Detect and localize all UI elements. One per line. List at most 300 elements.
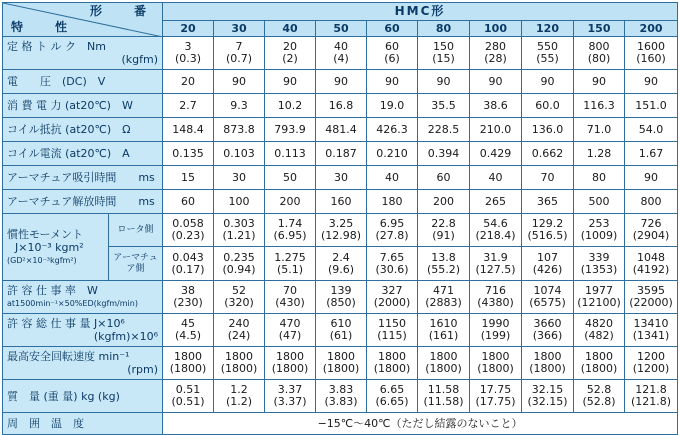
- value-top: 253: [588, 217, 610, 230]
- value-cell: 180: [367, 190, 418, 214]
- value-top: 7.65: [379, 250, 405, 264]
- spec-row: [3, 166, 678, 190]
- value-top: 1800: [481, 350, 510, 363]
- value-top: 6.65: [379, 383, 405, 396]
- value-cell: 151.0: [625, 94, 678, 118]
- spec-row: [3, 281, 678, 314]
- value-cell: [367, 247, 418, 281]
- header-corner: [3, 3, 163, 37]
- value-bottom: (11.58): [423, 395, 464, 408]
- value-cell: [316, 247, 367, 281]
- value-bottom: (161): [428, 329, 459, 342]
- row-label: [3, 70, 163, 94]
- value-top: 4820: [585, 317, 613, 330]
- value-cell: 265: [470, 190, 522, 214]
- value-bottom: (0.17): [171, 262, 205, 276]
- value-cell: [214, 37, 265, 70]
- value-top: 726: [640, 217, 662, 230]
- value-bottom: (482): [584, 329, 614, 342]
- value-bottom: (1353): [580, 262, 618, 276]
- value-cell: [214, 380, 265, 413]
- value-top: 31.9: [483, 250, 508, 264]
- value-top: 0.235: [223, 250, 255, 264]
- value-top: 52: [232, 284, 246, 297]
- model-header-150: 150: [574, 20, 625, 37]
- value-bottom: (3.37): [273, 395, 307, 408]
- spec-row: [3, 190, 678, 214]
- rotor-side-label: ロータ側: [109, 214, 163, 247]
- value-cell: 38.6: [470, 94, 522, 118]
- value-bottom: (115): [377, 329, 407, 342]
- value-top: 3.37: [277, 383, 303, 396]
- value-bottom: (1800): [322, 362, 360, 375]
- value-cell: [163, 247, 214, 281]
- value-bottom: (1.2): [225, 395, 253, 408]
- value-cell: [625, 281, 678, 314]
- value-cell: 15: [163, 166, 214, 190]
- value-cell: [265, 380, 316, 413]
- row-label: [3, 166, 163, 190]
- value-bottom: (1800): [425, 362, 462, 375]
- value-top: 13.8: [431, 250, 456, 264]
- value-cell: 0.187: [316, 142, 367, 166]
- value-cell: [574, 347, 625, 380]
- value-cell: [418, 314, 470, 347]
- value-cell: [625, 347, 678, 380]
- value-cell: 60: [163, 190, 214, 214]
- value-cell: [625, 214, 678, 247]
- value-bottom: (12.98): [320, 229, 362, 242]
- value-top: 1600: [637, 40, 666, 53]
- spec-row: [3, 142, 678, 166]
- value-bottom: (15): [432, 52, 455, 65]
- value-cell: [574, 214, 625, 247]
- spec-row: [3, 347, 678, 380]
- value-cell: 90: [316, 70, 367, 94]
- value-cell: 40: [367, 166, 418, 190]
- row-label-sub: at1500min⁻¹×50%ED(kgfm/min): [7, 299, 138, 308]
- row-label-sub: (rpm): [127, 363, 158, 376]
- value-cell: [522, 380, 574, 413]
- row-label: [3, 281, 163, 314]
- ambient-label: 周 囲 温 度: [3, 413, 163, 435]
- value-top: 38: [181, 284, 195, 297]
- value-cell: [316, 37, 367, 70]
- value-bottom: (28): [484, 52, 507, 65]
- value-cell: [574, 314, 625, 347]
- value-bottom: (1800): [477, 362, 514, 375]
- row-label: [3, 190, 163, 214]
- value-cell: [522, 214, 574, 247]
- value-bottom: (12100): [577, 296, 621, 309]
- model-header-80: 80: [418, 20, 470, 37]
- value-top: 1200: [637, 350, 666, 363]
- value-cell: 90: [265, 70, 316, 94]
- value-bottom: (366): [532, 329, 563, 342]
- value-bottom: (850): [326, 296, 356, 309]
- value-bottom: (516.5): [527, 229, 568, 242]
- value-top: 13410: [633, 317, 669, 330]
- value-cell: [470, 380, 522, 413]
- value-cell: 0.210: [367, 142, 418, 166]
- model-header-40: 40: [265, 20, 316, 37]
- row-label-main: アーマチュア解放時間 ms: [7, 195, 155, 208]
- row-label-sub: (kgfm): [121, 53, 158, 66]
- value-top: 52.8: [586, 383, 612, 396]
- value-cell: [163, 380, 214, 413]
- value-top: 0.058: [172, 217, 204, 230]
- value-top: 107: [537, 250, 558, 264]
- inertia-row-rotor: [3, 214, 678, 247]
- value-top: 1800: [174, 350, 202, 363]
- value-cell: 50: [265, 166, 316, 190]
- value-top: 1990: [481, 317, 510, 330]
- row-label-main: 許 容 仕 事 率 W: [7, 284, 98, 297]
- value-top: 3.83: [328, 383, 354, 396]
- value-top: 1977: [585, 284, 613, 297]
- value-top: 3660: [533, 317, 562, 330]
- value-top: 1800: [225, 350, 253, 363]
- value-bottom: (2000): [373, 296, 411, 309]
- value-cell: [316, 214, 367, 247]
- inertia-label: [3, 214, 109, 281]
- value-bottom: (230): [173, 296, 203, 309]
- value-cell: [367, 314, 418, 347]
- value-cell: [470, 214, 522, 247]
- value-cell: [522, 37, 574, 70]
- value-cell: 116.3: [574, 94, 625, 118]
- value-cell: 800: [625, 190, 678, 214]
- value-cell: 2.7: [163, 94, 214, 118]
- value-cell: 160: [316, 190, 367, 214]
- row-label: [3, 380, 163, 413]
- value-top: 550: [537, 40, 558, 53]
- value-cell: 90: [574, 70, 625, 94]
- value-cell: 0.394: [418, 142, 470, 166]
- value-bottom: (52.8): [582, 395, 616, 408]
- ambient-row: [3, 413, 678, 435]
- value-cell: [316, 281, 367, 314]
- value-bottom: (4): [333, 52, 349, 65]
- value-bottom: (2): [282, 52, 298, 65]
- value-bottom: (61): [329, 329, 353, 342]
- inertia-label-1: 慣性モーメント: [7, 227, 84, 241]
- value-bottom: (91): [432, 229, 455, 242]
- row-label: [3, 142, 163, 166]
- value-cell: [625, 37, 678, 70]
- value-bottom: (4192): [632, 262, 670, 276]
- spec-row: [3, 380, 678, 413]
- value-cell: [470, 247, 522, 281]
- value-top: 716: [485, 284, 506, 297]
- model-header-100: 100: [470, 20, 522, 37]
- characteristic-label: 特 性: [11, 20, 78, 34]
- value-top: 1074: [533, 284, 562, 297]
- value-cell: [265, 214, 316, 247]
- value-cell: [316, 314, 367, 347]
- value-cell: [418, 37, 470, 70]
- value-top: 280: [485, 40, 506, 53]
- value-top: 22.8: [431, 217, 456, 230]
- value-cell: 136.0: [522, 118, 574, 142]
- value-cell: 793.9: [265, 118, 316, 142]
- spec-row: [3, 94, 678, 118]
- inertia-label-3: (GD²×10⁻³kgfm²): [7, 255, 77, 265]
- value-cell: [418, 347, 470, 380]
- value-cell: 90: [522, 70, 574, 94]
- value-cell: [265, 281, 316, 314]
- value-top: 0.043: [172, 250, 204, 264]
- value-cell: [522, 247, 574, 281]
- row-label-main: コイル電流 (at20℃) A: [7, 147, 130, 160]
- value-cell: [367, 347, 418, 380]
- value-cell: [214, 314, 265, 347]
- value-bottom: (55): [536, 52, 559, 65]
- value-bottom: (1800): [580, 362, 618, 375]
- value-cell: [470, 314, 522, 347]
- row-label-main: 電 圧 (DC) V: [7, 75, 106, 88]
- value-cell: 90: [418, 70, 470, 94]
- row-label: [3, 314, 163, 347]
- value-top: 1800: [327, 350, 355, 363]
- value-cell: [163, 37, 214, 70]
- value-cell: [522, 314, 574, 347]
- value-top: 1.275: [274, 250, 306, 264]
- value-bottom: (4.5): [174, 329, 202, 342]
- value-bottom: (6): [384, 52, 400, 65]
- row-label: [3, 118, 163, 142]
- value-top: 1.74: [277, 217, 303, 230]
- value-top: 17.75: [479, 383, 512, 396]
- value-top: 327: [381, 284, 403, 297]
- value-cell: 210.0: [470, 118, 522, 142]
- value-bottom: (1800): [529, 362, 566, 375]
- value-cell: [574, 37, 625, 70]
- value-cell: 80: [574, 166, 625, 190]
- value-cell: 90: [625, 70, 678, 94]
- value-bottom: (1341): [632, 329, 670, 342]
- value-cell: [418, 281, 470, 314]
- value-top: 240: [228, 317, 250, 330]
- value-cell: [214, 281, 265, 314]
- value-cell: 1.28: [574, 142, 625, 166]
- value-cell: 54.0: [625, 118, 678, 142]
- value-top: 1.2: [230, 383, 248, 396]
- value-top: 471: [433, 284, 454, 297]
- value-cell: [574, 247, 625, 281]
- value-cell: [418, 380, 470, 413]
- value-cell: [625, 380, 678, 413]
- value-bottom: (1.21): [222, 229, 256, 242]
- value-cell: [265, 314, 316, 347]
- row-label-sub: (kgfm)×10⁶: [93, 330, 158, 343]
- value-bottom: (430): [275, 296, 305, 309]
- model-label: 形 番: [89, 4, 156, 18]
- model-header-120: 120: [522, 20, 574, 37]
- value-cell: [522, 281, 574, 314]
- value-cell: [470, 347, 522, 380]
- value-top: 2.4: [332, 250, 350, 264]
- value-cell: [367, 380, 418, 413]
- value-cell: 60: [418, 166, 470, 190]
- value-top: 121.8: [635, 383, 667, 396]
- value-cell: 30: [316, 166, 367, 190]
- spec-row: [3, 70, 678, 94]
- value-cell: [522, 347, 574, 380]
- value-bottom: (6.65): [375, 395, 409, 408]
- value-cell: 40: [470, 166, 522, 190]
- value-top: 1800: [533, 350, 562, 363]
- value-cell: [625, 247, 678, 281]
- value-cell: 500: [574, 190, 625, 214]
- value-bottom: (24): [227, 329, 251, 342]
- value-cell: 228.5: [418, 118, 470, 142]
- armature-side-label: アーマチュア側: [109, 247, 163, 281]
- value-bottom: (55.2): [426, 262, 461, 276]
- value-cell: [470, 281, 522, 314]
- model-header-50: 50: [316, 20, 367, 37]
- value-bottom: (0.51): [171, 395, 205, 408]
- spec-table: [2, 2, 678, 435]
- value-cell: [418, 247, 470, 281]
- value-cell: [163, 214, 214, 247]
- value-cell: 90: [367, 70, 418, 94]
- value-cell: [214, 214, 265, 247]
- value-top: 1800: [585, 350, 613, 363]
- model-header-20: 20: [163, 20, 214, 37]
- value-bottom: (6575): [529, 296, 566, 309]
- value-top: 150: [433, 40, 454, 53]
- value-cell: 20: [163, 70, 214, 94]
- value-top: 1800: [276, 350, 304, 363]
- value-cell: 1.67: [625, 142, 678, 166]
- row-label-main: 質 量 (重 量) kg (kg): [7, 389, 120, 403]
- value-top: 470: [279, 317, 301, 330]
- model-header-30: 30: [214, 20, 265, 37]
- row-label-main: 最高安全回転速度 min⁻¹: [7, 350, 130, 363]
- value-top: 1800: [429, 350, 458, 363]
- row-label: [3, 347, 163, 380]
- series-name: HMC形: [163, 3, 678, 21]
- value-top: 6.95: [379, 217, 405, 230]
- value-cell: [418, 214, 470, 247]
- value-cell: 0.135: [163, 142, 214, 166]
- value-top: 40: [334, 40, 348, 53]
- value-bottom: (160): [636, 52, 666, 65]
- spec-row: [3, 118, 678, 142]
- value-bottom: (80): [587, 52, 611, 65]
- value-cell: [163, 281, 214, 314]
- model-header-60: 60: [367, 20, 418, 37]
- value-top: 3595: [637, 284, 666, 297]
- value-bottom: (2883): [425, 296, 462, 309]
- value-top: 3.25: [328, 217, 354, 230]
- value-bottom: (127.5): [475, 262, 516, 276]
- value-cell: 365: [522, 190, 574, 214]
- value-top: 129.2: [531, 217, 564, 230]
- value-top: 54.6: [483, 217, 508, 230]
- value-cell: [470, 37, 522, 70]
- value-bottom: (199): [480, 329, 511, 342]
- value-cell: [163, 347, 214, 380]
- value-cell: 10.2: [265, 94, 316, 118]
- value-bottom: (27.8): [375, 229, 409, 242]
- spec-row: [3, 37, 678, 70]
- value-cell: 9.3: [214, 94, 265, 118]
- spec-row: [3, 314, 678, 347]
- value-top: 0.303: [223, 217, 255, 230]
- value-top: 1048: [637, 250, 666, 264]
- value-bottom: (121.8): [631, 395, 672, 408]
- value-bottom: (22000): [629, 296, 673, 309]
- value-cell: [163, 314, 214, 347]
- value-cell: 30: [214, 166, 265, 190]
- value-bottom: (3.83): [324, 395, 358, 408]
- value-bottom: (0.23): [171, 229, 205, 242]
- value-bottom: (1800): [373, 362, 411, 375]
- value-cell: 100: [214, 190, 265, 214]
- value-cell: 873.8: [214, 118, 265, 142]
- value-bottom: (1009): [580, 229, 618, 242]
- value-cell: 16.8: [316, 94, 367, 118]
- value-cell: 0.662: [522, 142, 574, 166]
- value-cell: [214, 247, 265, 281]
- row-label-main: コイル抵抗 (at20℃) Ω: [7, 123, 131, 136]
- value-cell: 35.5: [418, 94, 470, 118]
- value-top: 70: [283, 284, 297, 297]
- value-bottom: (6.95): [273, 229, 307, 242]
- value-cell: [367, 214, 418, 247]
- value-top: 0.51: [175, 383, 201, 396]
- value-top: 610: [330, 317, 352, 330]
- value-bottom: (1800): [220, 362, 258, 375]
- value-bottom: (218.4): [475, 229, 516, 242]
- value-cell: 90: [470, 70, 522, 94]
- value-cell: 148.4: [163, 118, 214, 142]
- value-top: 60: [385, 40, 399, 53]
- value-cell: 426.3: [367, 118, 418, 142]
- value-bottom: (32.15): [527, 395, 568, 408]
- value-bottom: (5.1): [276, 262, 304, 276]
- row-label: [3, 94, 163, 118]
- value-bottom: (0.94): [222, 262, 256, 276]
- value-bottom: (30.6): [375, 262, 409, 276]
- value-bottom: (0.3): [174, 52, 202, 65]
- row-label: [3, 37, 163, 70]
- row-label-main: 許 容 総 仕 事 量 J×10⁶: [7, 317, 125, 330]
- value-cell: [214, 347, 265, 380]
- value-cell: 71.0: [574, 118, 625, 142]
- value-top: 1150: [378, 317, 406, 330]
- value-top: 32.15: [531, 383, 564, 396]
- value-cell: 90: [625, 166, 678, 190]
- row-label-main: アーマチュア吸引時間 ms: [7, 171, 155, 184]
- value-cell: 0.429: [470, 142, 522, 166]
- value-top: 339: [588, 250, 610, 264]
- value-cell: [574, 281, 625, 314]
- value-bottom: (1200): [632, 362, 670, 375]
- value-cell: [265, 347, 316, 380]
- value-top: 20: [283, 40, 297, 53]
- value-cell: [316, 380, 367, 413]
- value-cell: [265, 247, 316, 281]
- value-top: 139: [330, 284, 352, 297]
- value-cell: 60.0: [522, 94, 574, 118]
- inertia-label-2: J×10⁻³ kgm²: [15, 240, 84, 254]
- value-top: 800: [588, 40, 610, 53]
- row-label-main: 定 格 ト ル ク Nm: [7, 40, 106, 53]
- value-bottom: (4380): [477, 296, 514, 309]
